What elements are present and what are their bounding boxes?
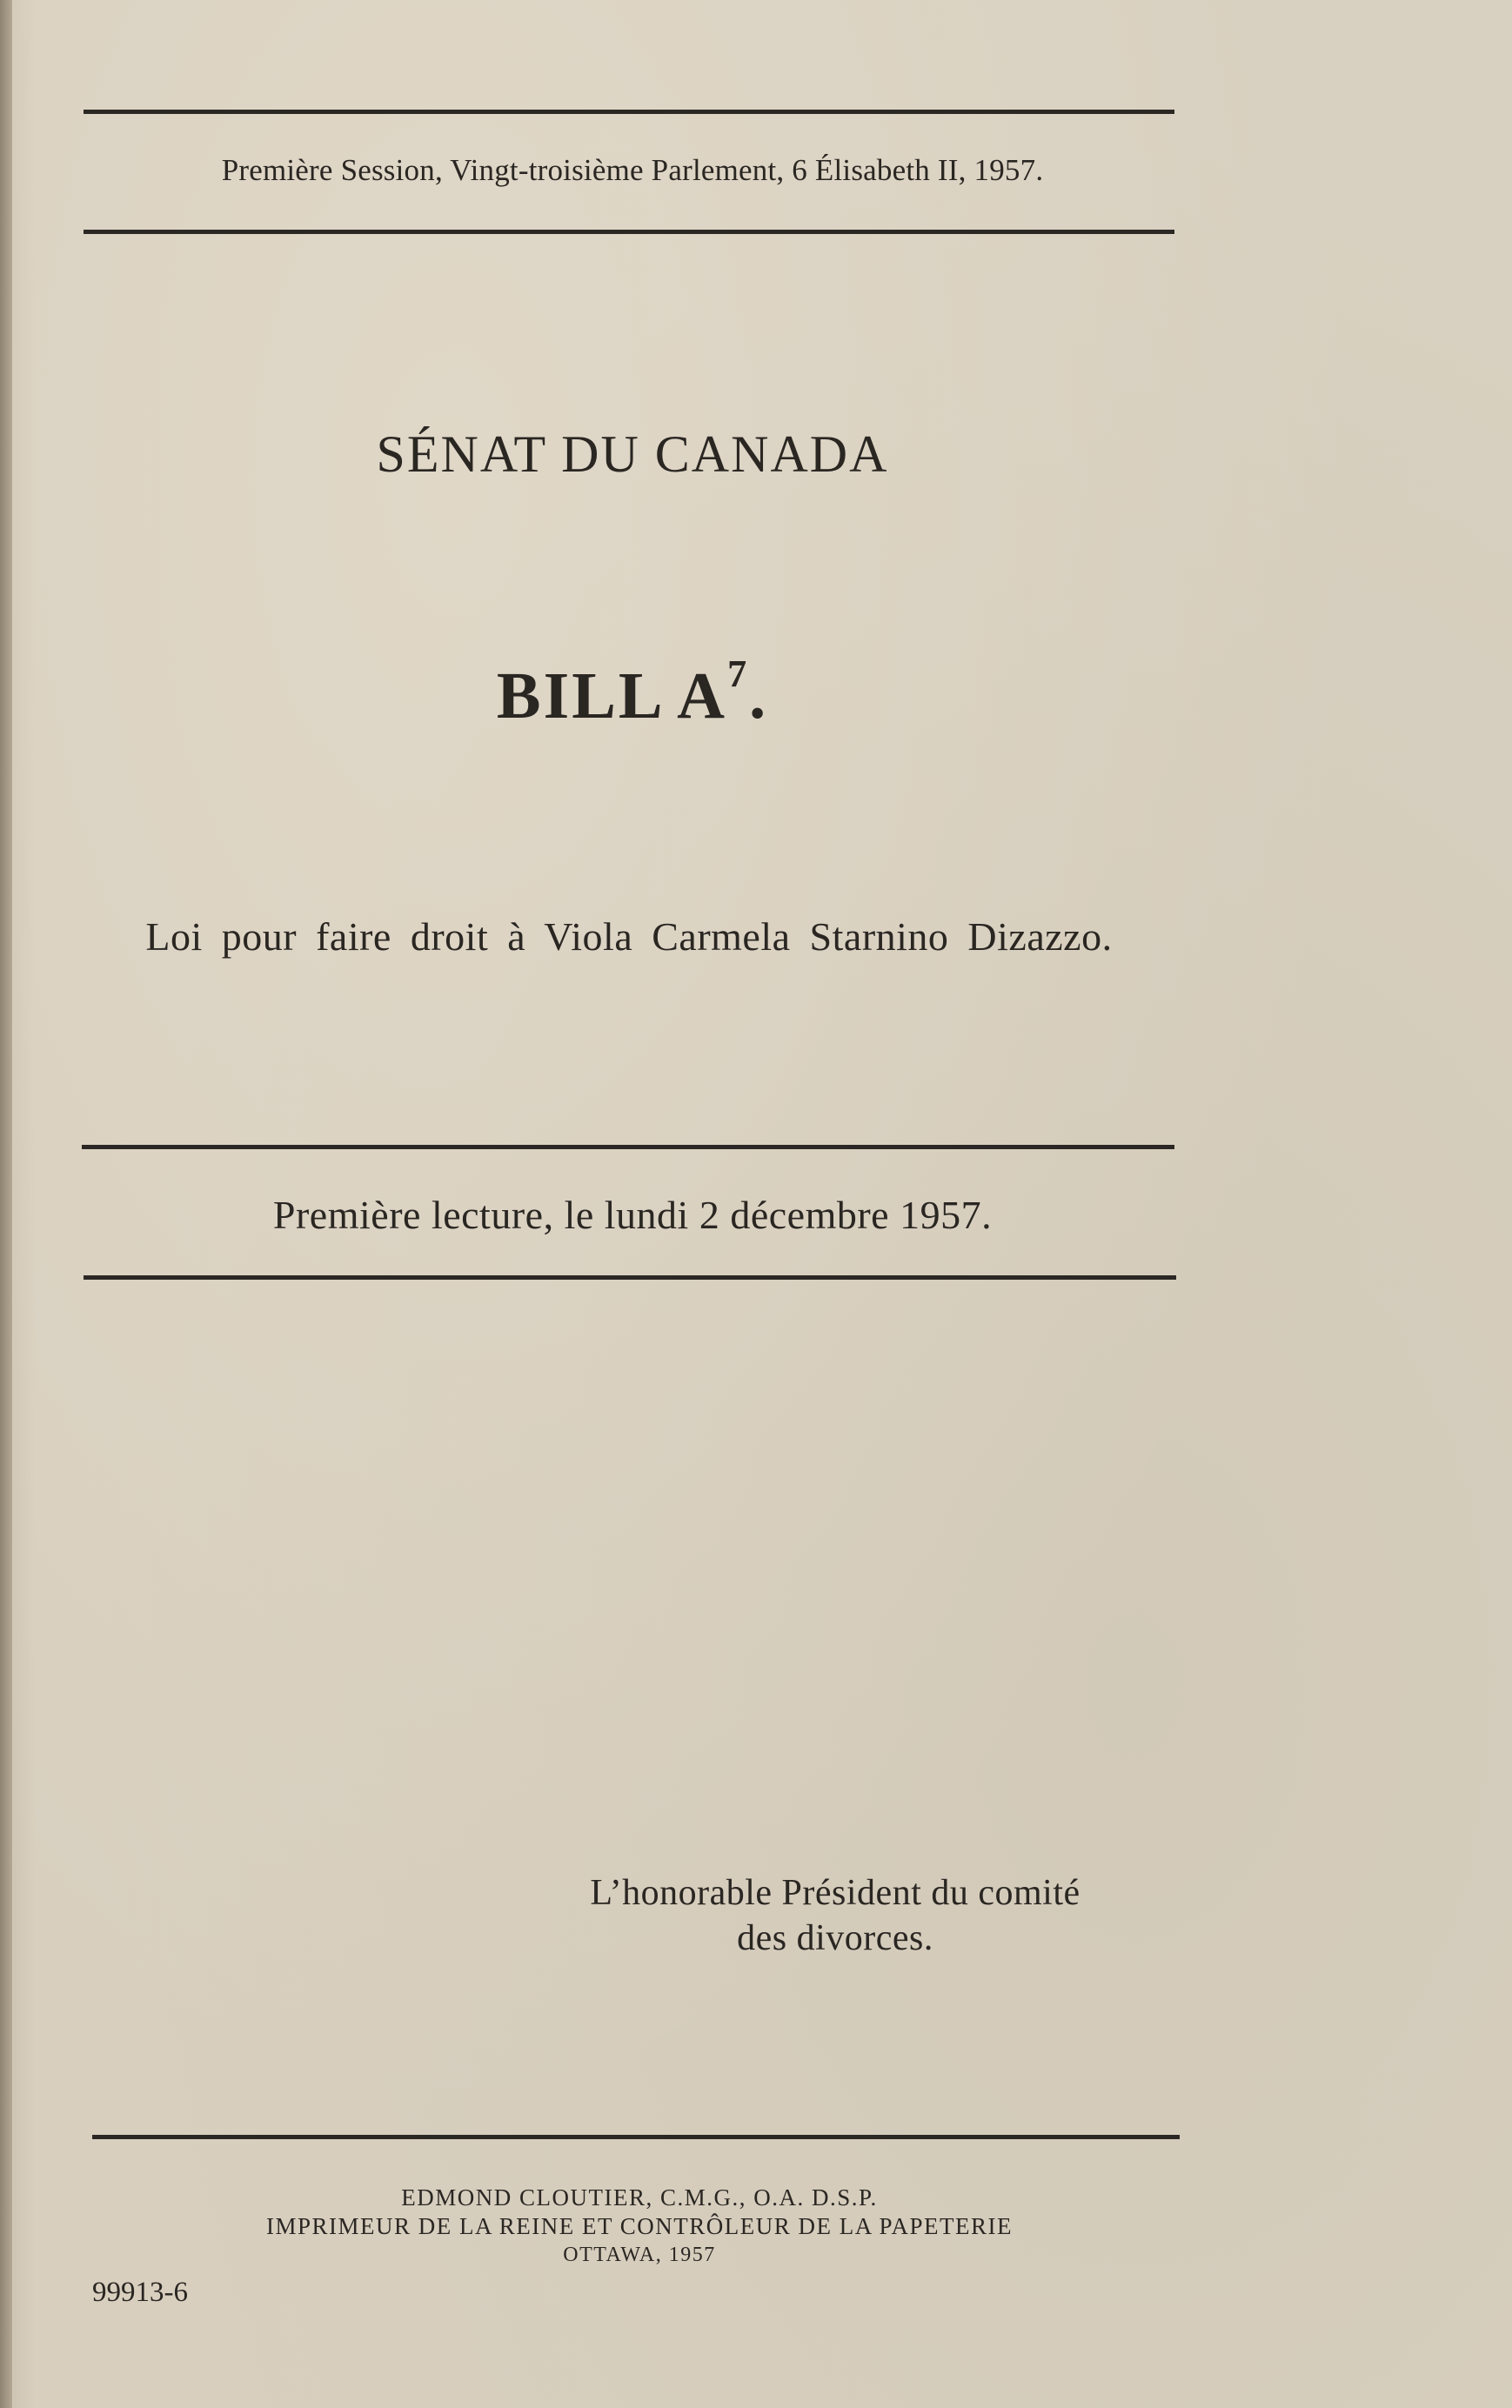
bill-period: . (749, 659, 769, 732)
printer-title: IMPRIMEUR DE LA REINE ET CONTRÔLEUR DE LA PAPETERIE (265, 2213, 1013, 2239)
session-line: Première Session, Vingt-troisième Parlement, 6 Élisabeth II, 1957. (221, 153, 1044, 187)
top-rule (84, 110, 1174, 114)
bill-number (84, 652, 1181, 734)
footer-rule (92, 2135, 1180, 2139)
reading-rule-top (82, 1145, 1174, 1149)
printer-name: EDMOND CLOUTIER, C.M.G., O.A. D.S.P. (401, 2184, 878, 2211)
bill-superscript: 7 (727, 652, 750, 695)
chamber-heading: SÉNAT DU CANADA (376, 425, 889, 483)
binding-edge (0, 0, 12, 2408)
reading-rule-bottom (84, 1275, 1176, 1280)
act-title: Loi pour faire droit à Viola Carmela Starnino Dizazzo. (145, 914, 1113, 959)
first-reading-line: Première lecture, le lundi 2 décembre 1957. (272, 1193, 993, 1237)
printer-place: OTTAWA, 1957 (563, 2244, 716, 2266)
printer-imprint (87, 2184, 1192, 2270)
sponsor-block (487, 1870, 1183, 1961)
sponsor-line-1: L’honorable Président du comité (590, 1873, 1080, 1913)
sponsor-line-2: des divorces. (737, 1918, 933, 1958)
bill-label: BILL A (496, 659, 728, 732)
session-rule (84, 230, 1174, 234)
catalog-number: 99913-6 (92, 2277, 188, 2308)
